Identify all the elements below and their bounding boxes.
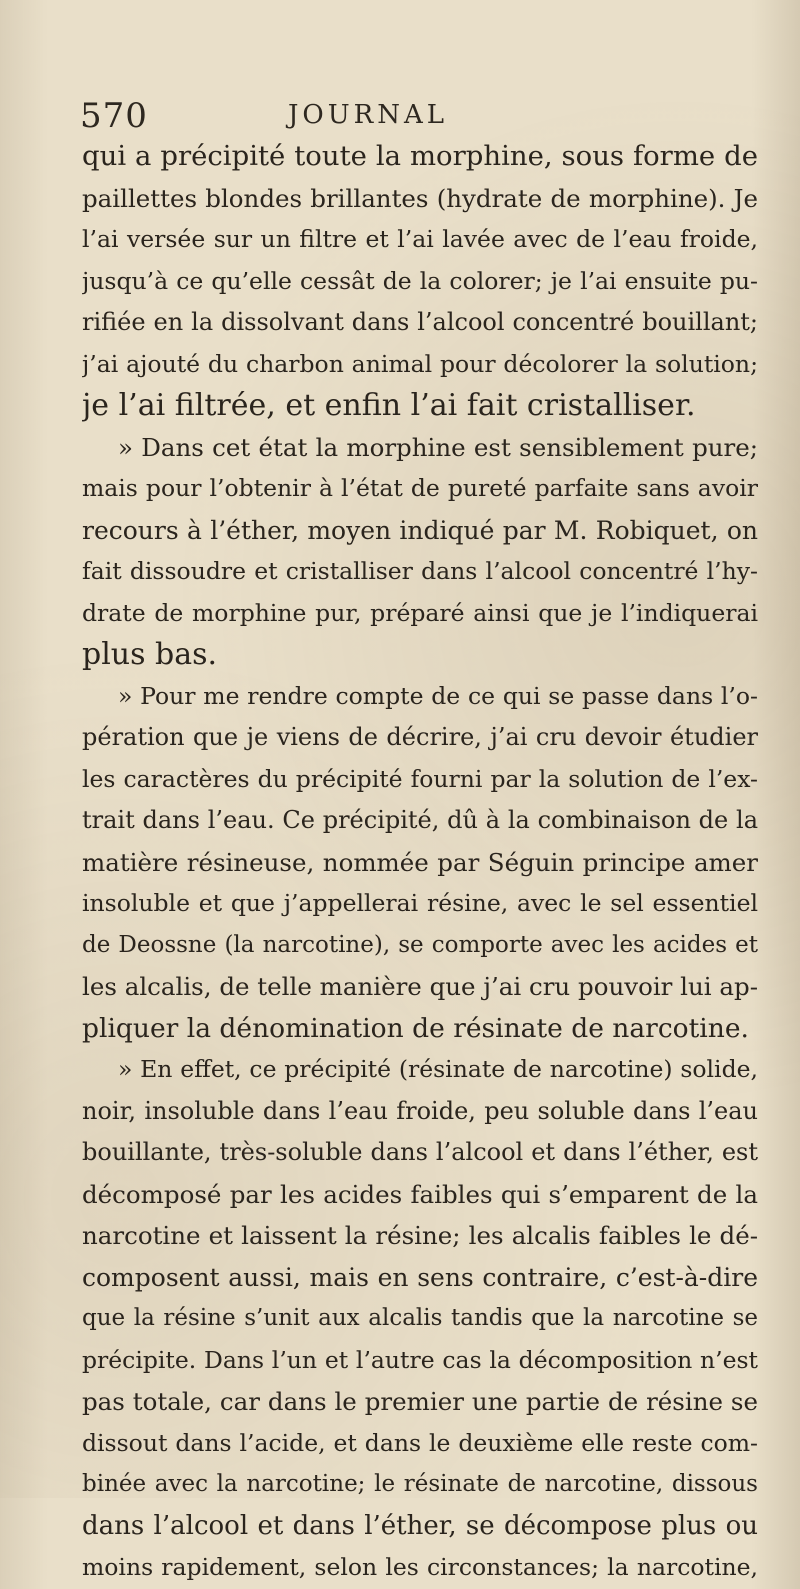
text-line: mais pour l’obtenir à l’état de pureté parfaite sans avoir [82,474,758,502]
text-line: les caractères du précipité fourni par la solution de l’ex- [82,764,758,793]
text-line: jusqu’à ce qu’elle cessât de la colorer; je l’ai ensuite pu- [82,266,758,295]
text-line: pération que je viens de décrire, j’ai cru devoir étudier [82,723,758,751]
text-line: qui a précipité toute la morphine, sous forme de [82,140,758,172]
text-line: composent aussi, mais en sens contraire, c’est-à-dire [82,1262,758,1292]
text-line: drate de morphine pur, préparé ainsi que je l’indiquerai [82,598,758,627]
text-line: » En effet, ce précipité (résinate de narcotine) solide, [118,1055,758,1083]
book-page [48,78,764,1589]
text-line: l’ai versée sur un filtre et l’ai lavée avec de l’eau froide, [82,225,758,253]
text-line: dans l’alcool et dans l’éther, se décompose plus ou [82,1510,758,1541]
text-line: que la résine s’unit aux alcalis tandis que la narcotine se [82,1305,758,1331]
text-line: de Deossne (la narcotine), se comporte avec les acides et [82,931,758,958]
text-line: insoluble et que j’appellerai résine, avec le sel essentiel [82,889,758,917]
page-number: 570 [80,96,148,136]
text-line: pas totale, car dans le premier une partie de résine se [82,1387,758,1416]
text-line: pliquer la dénomination de résinate de narcotine. [82,1012,749,1044]
text-line: décomposé par les acides faibles qui s’emparent de la [82,1179,758,1209]
text-line: j’ai ajouté du charbon animal pour décolorer la solution; [82,349,758,378]
text-line: dissout dans l’acide, et dans le deuxième elle reste com- [82,1428,758,1457]
text-line: moins rapidement, selon les circonstances; la narcotine, [82,1553,758,1581]
text-line: paillettes blondes brillantes (hydrate de morphine). Je [82,183,758,213]
text-line: plus bas. [82,637,218,672]
text-line: rifiée en la dissolvant dans l’alcool concentré bouillant; [82,308,758,336]
body-text [48,136,764,1589]
running-head [48,78,764,136]
text-line: trait dans l’eau. Ce précipité, dû à la combinaison de la [82,806,758,834]
text-line: narcotine et laissent la résine; les alcalis faibles le dé- [82,1221,758,1250]
text-line: fait dissoudre et cristalliser dans l’alcool concentré l’hy- [82,557,758,585]
text-line: bouillante, très-soluble dans l’alcool et dans l’éther, est [82,1138,758,1166]
text-line: les alcalis, de telle manière que j’ai cru pouvoir lui ap- [82,972,758,1001]
journal-title: JOURNAL [288,100,449,130]
text-line: » Dans cet état la morphine est sensiblement pure; [118,432,758,462]
text-line: binée avec la narcotine; le résinate de narcotine, dissous [82,1471,758,1497]
text-line: je l’ai filtrée, et enfin l’ai fait cristalliser. [82,388,696,423]
text-line: matière résineuse, nommée par Séguin principe amer [82,847,758,877]
text-line: » Pour me rendre compte de ce qui se passe dans l’o- [118,681,758,710]
text-line: noir, insoluble dans l’eau froide, peu soluble dans l’eau [82,1096,758,1125]
text-line: recours à l’éther, moyen indiqué par M. Robiquet, on [82,515,758,545]
text-line: précipite. Dans l’un et l’autre cas la décomposition n’est [82,1345,758,1374]
